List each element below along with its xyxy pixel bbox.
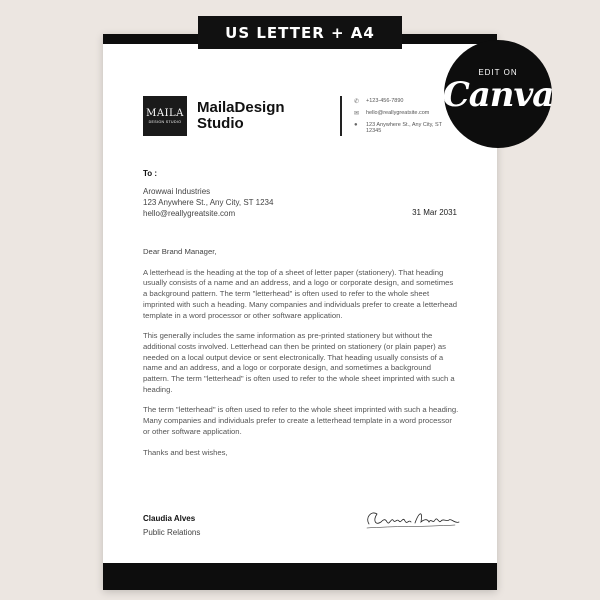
contact-phone: +123-456-7890 <box>366 98 404 104</box>
contact-address-row <box>354 122 454 134</box>
contact-email: hello@reallygreatsite.com <box>366 110 430 116</box>
greeting: Dear Brand Manager, <box>143 247 217 256</box>
bottom-accent-bar <box>103 563 497 590</box>
phone-icon: ✆ <box>354 99 360 105</box>
recipient-address: 123 Anywhere St., Any City, ST 1234 <box>143 198 274 207</box>
company-name <box>197 100 327 132</box>
paragraph-1: A letterhead is the heading at the top of a sheet of letter paper (stationery). That heading usually consists of a name and an address, and a logo or corporate design, and sometimes a background pattern. The term "letterhead" is often used to refer to the whole sheet imprinted with such a heading. Many companies and individuals prefer to create a letterhead template in a word processor or other software application. <box>143 267 458 320</box>
contact-phone-row <box>354 98 454 105</box>
company-name-line2: Studio <box>197 115 244 132</box>
logo-main-text: MAILA <box>146 108 184 119</box>
letter-sheet <box>103 34 497 590</box>
edit-on-canva-badge[interactable] <box>444 40 552 148</box>
header-divider <box>340 96 342 136</box>
recipient-email: hello@reallygreatsite.com <box>143 209 236 218</box>
company-logo <box>143 96 187 136</box>
contact-address <box>366 122 442 134</box>
mail-icon: ✉ <box>354 111 360 117</box>
paragraph-3: The term "letterhead" is often used to refer to the whole sheet imprinted with such a heading. Many companies and individuals prefer to create a letterhead template in a word processor or other software application. <box>143 405 459 436</box>
format-banner-label: US LETTER + A4 <box>225 23 375 42</box>
closing: Thanks and best wishes, <box>143 447 228 457</box>
format-banner <box>198 16 402 49</box>
company-name-line1: MailaDesign <box>197 99 285 116</box>
recipient-name: Arowwai Industries <box>143 187 211 196</box>
paragraph-2: This generally includes the same information as pre-printed stationery but without the additional costs involved. Letterhead can then be printed on stationery (or plain paper) as needed on a local output device or sent electronically. That heading usually consists of a name and an address, and a logo or corporate design, and sometimes a background pattern. The term "letterhead" is often used to refer to the whole sheet imprinted with such a heading. <box>143 331 455 394</box>
letter-body <box>143 247 459 468</box>
contact-address-line1: 123 Anywhere St., Any City, ST <box>366 122 443 128</box>
contact-block <box>354 98 454 139</box>
signer-role: Public Relations <box>143 528 201 537</box>
canva-logo-text: Canva <box>442 74 554 115</box>
recipient-block <box>143 186 273 219</box>
contact-address-line2: 12345 <box>366 128 382 134</box>
handwritten-signature <box>363 504 463 534</box>
to-label: To : <box>143 169 158 178</box>
logo-sub-text: DESIGN STUDIO <box>148 120 182 124</box>
letter-date: 31 Mar 2031 <box>412 208 457 217</box>
signer-name: Claudia Alves <box>143 514 196 523</box>
contact-email-row <box>354 110 454 117</box>
edit-on-label: EDIT ON <box>478 67 518 77</box>
location-pin-icon: ● <box>354 122 358 128</box>
